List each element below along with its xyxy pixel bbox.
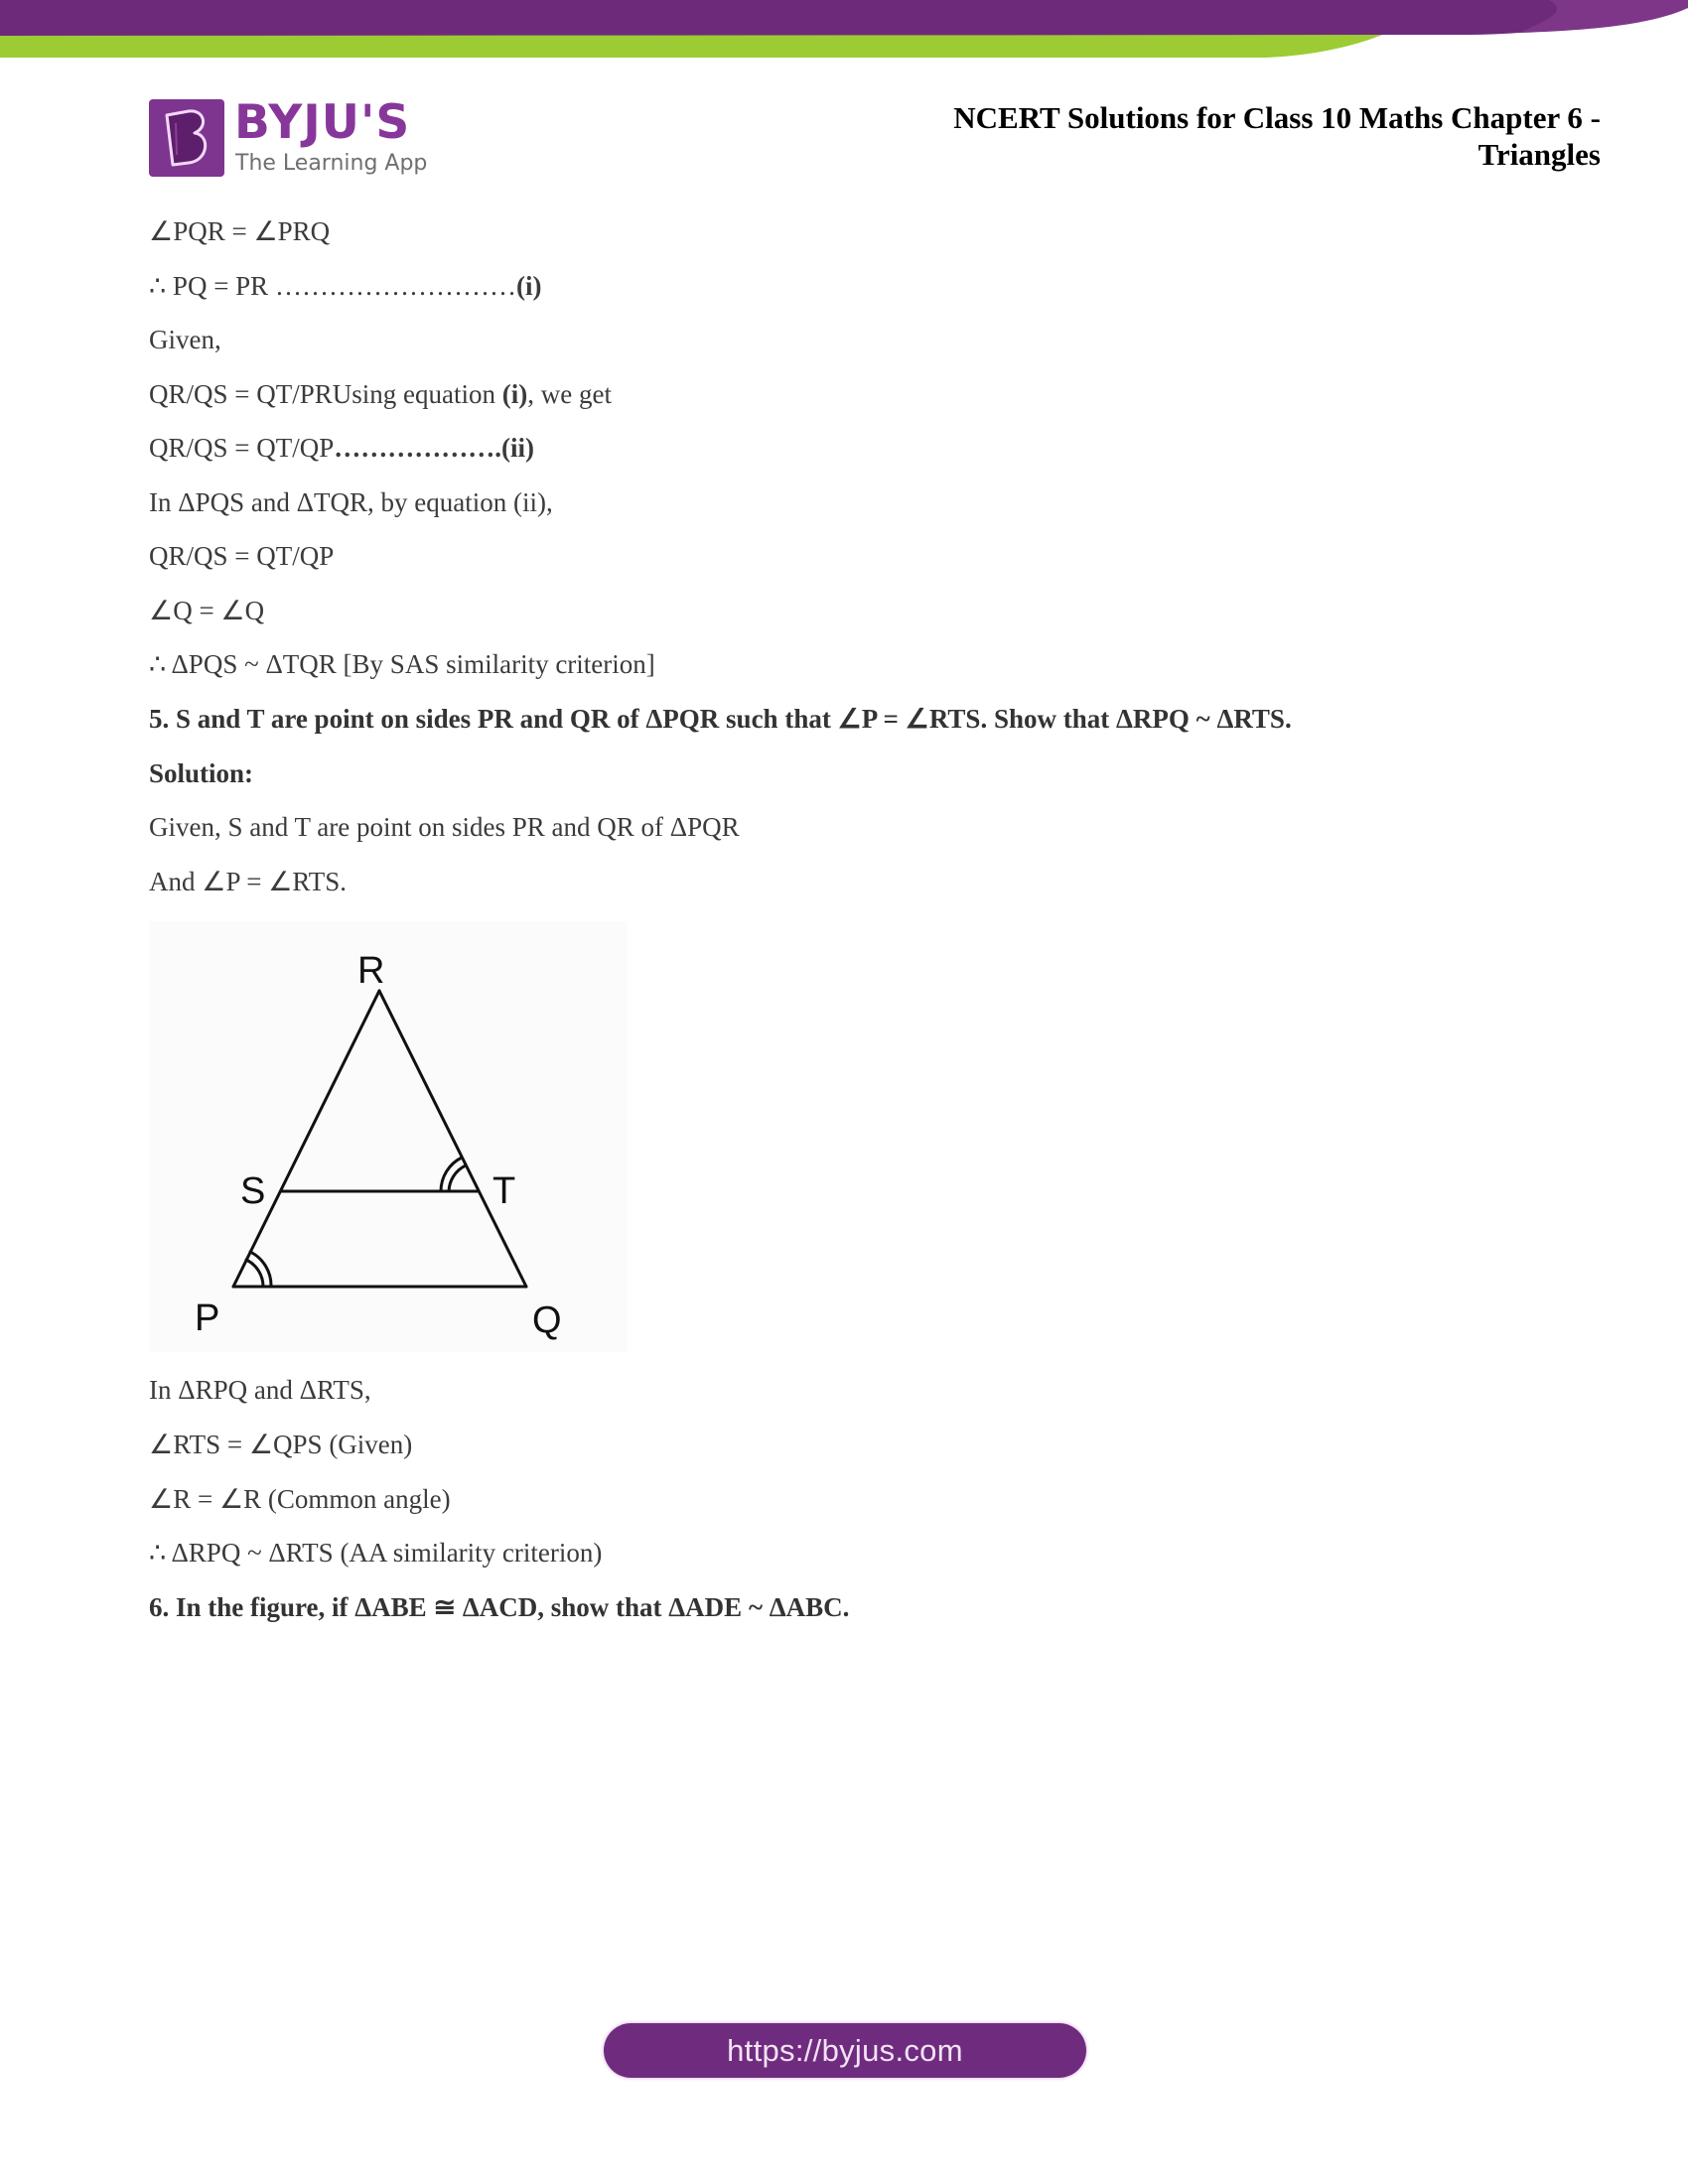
question-6-heading: 6. In the figure, if ΔABE ≅ ΔACD, show that ΔADE ~ ΔABC.: [149, 1592, 850, 1622]
document-title-line-2: Triangles: [1477, 137, 1601, 172]
document-title-line-1: NCERT Solutions for Class 10 Maths Chapter 6 -: [953, 100, 1601, 135]
text-line: [149, 378, 612, 410]
text-line: ∠R = ∠R (Common angle): [149, 1484, 451, 1514]
equation-ref: (i): [501, 379, 528, 409]
text-fragment: QR/QS = QT/QP: [149, 433, 335, 463]
equation-ref: (i): [515, 271, 542, 301]
equation-ref: ……………….(ii): [334, 433, 535, 463]
byjus-logo[interactable]: [149, 95, 437, 179]
text-line: [149, 432, 534, 464]
text-line: Given,: [149, 325, 221, 354]
logo-tagline: The Learning App: [235, 151, 428, 176]
byjus-b-logo-icon: [149, 99, 224, 177]
vertex-label-s: S: [240, 1170, 266, 1212]
question-5-heading: 5. S and T are point on sides PR and QR of ΔPQR such that ∠P = ∠RTS. Show that ΔRPQ ~ ΔRTS.: [149, 704, 1292, 734]
text-line: ∠Q = ∠Q: [149, 596, 265, 625]
text-line: [149, 270, 541, 302]
vertex-label-p: P: [195, 1297, 220, 1339]
triangle-figure: [149, 921, 628, 1352]
website-url: https://byjus.com: [727, 2032, 963, 2068]
text-line: QR/QS = QT/QP: [149, 541, 335, 571]
text-line: ∴ ΔRPQ ~ ΔRTS (AA similarity criterion): [149, 1538, 603, 1568]
document-title: [806, 99, 1601, 173]
header-decorative-bands: [0, 0, 1688, 69]
text-line: ∠RTS = ∠QPS (Given): [149, 1430, 413, 1459]
logo-wordmark: BYJU'S: [234, 95, 411, 150]
text-line: ∴ ΔPQS ~ ΔTQR [By SAS similarity criterion]: [149, 649, 655, 679]
vertex-label-t: T: [492, 1170, 516, 1212]
text-line: In ΔPQS and ΔTQR, by equation (ii),: [149, 487, 553, 517]
website-link-button[interactable]: [604, 2023, 1086, 2078]
text-line: And ∠P = ∠RTS.: [149, 867, 348, 896]
solution-label: Solution:: [149, 758, 254, 788]
text-line: ∠PQR = ∠PRQ: [149, 216, 331, 246]
vertex-label-r: R: [357, 950, 385, 992]
text-fragment: ∴ PQ = PR ………………………: [149, 271, 516, 301]
vertex-label-q: Q: [532, 1299, 562, 1341]
text-fragment: , we get: [527, 379, 612, 409]
text-line: Given, S and T are point on sides PR and QR of ΔPQR: [149, 812, 740, 842]
text-line: In ΔRPQ and ΔRTS,: [149, 1375, 371, 1405]
text-fragment: QR/QS = QT/PRUsing equation: [149, 379, 502, 409]
